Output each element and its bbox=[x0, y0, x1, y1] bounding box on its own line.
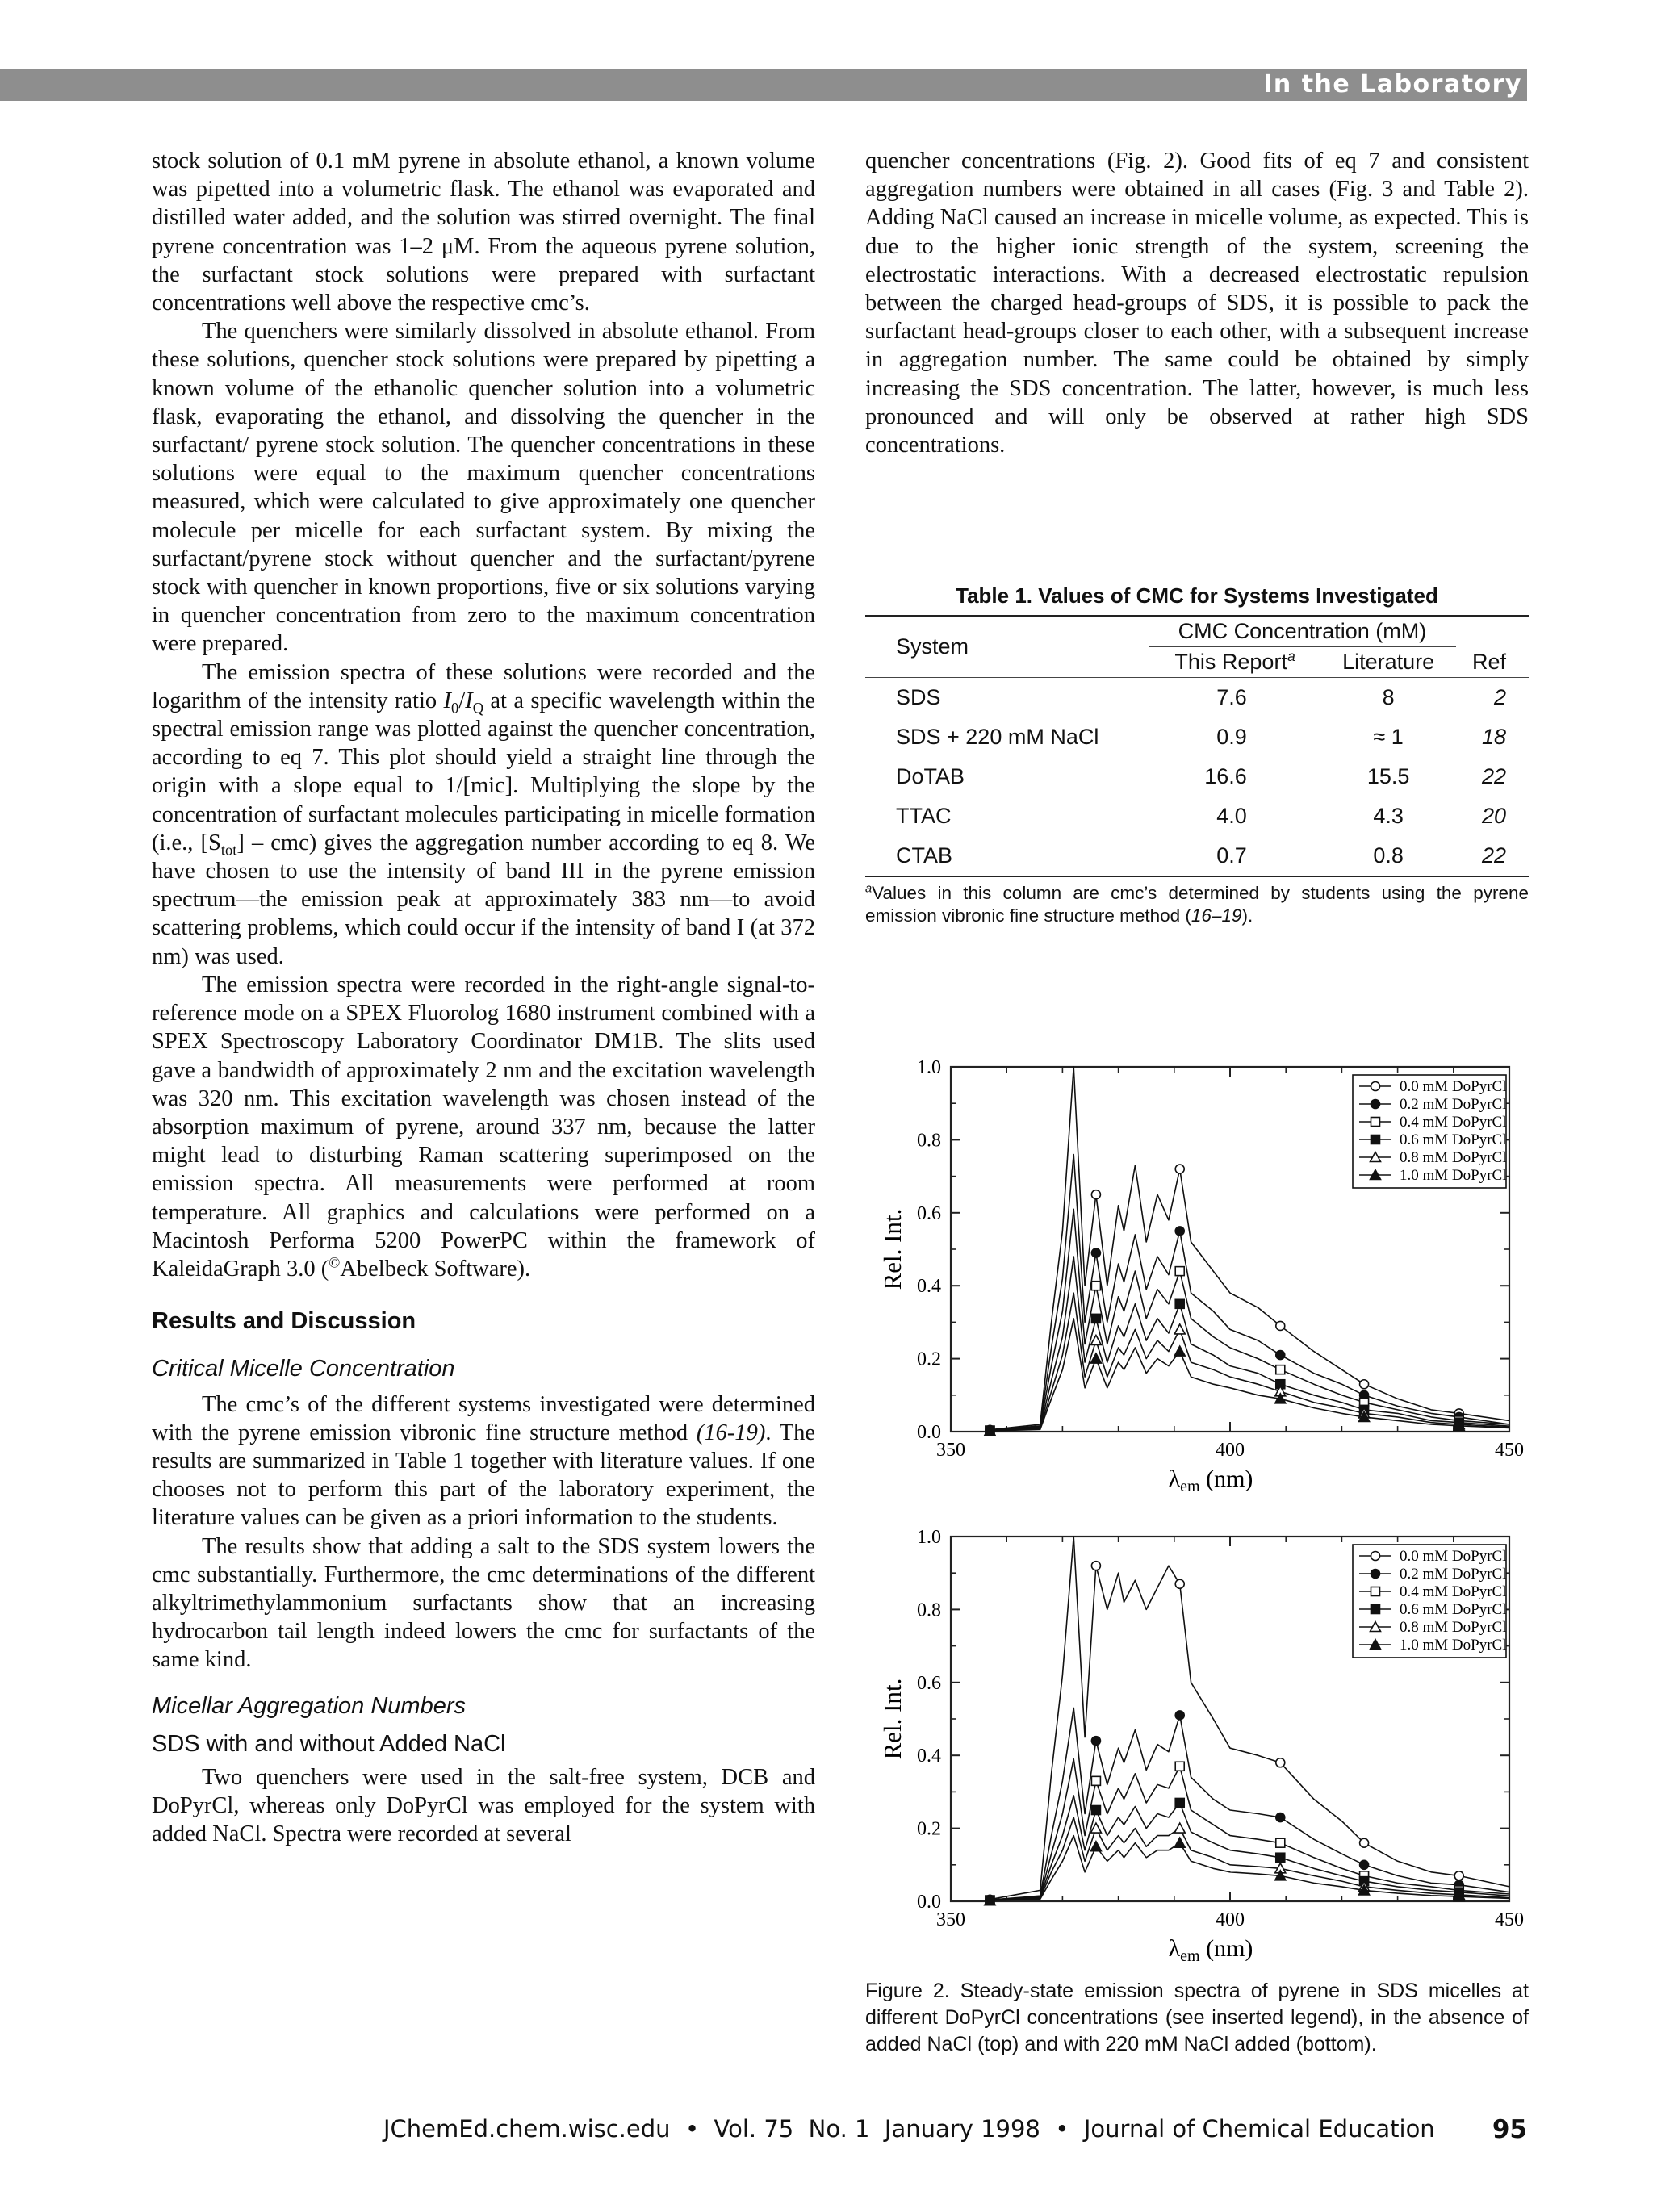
legend-marker bbox=[1371, 1570, 1380, 1579]
table-header-ref: Ref bbox=[1471, 649, 1506, 674]
results-heading: Results and Discussion bbox=[152, 1308, 416, 1335]
table-header-system: System bbox=[896, 634, 969, 659]
table-cell-this: 0.7 bbox=[1216, 843, 1247, 868]
table-cell-ref: 22 bbox=[1481, 843, 1506, 868]
data-point bbox=[1091, 1776, 1100, 1785]
table-header-group: CMC Concentration (mM) bbox=[1149, 616, 1455, 647]
legend-label: 0.2 mM DoPyrCl bbox=[1400, 1096, 1507, 1113]
y-tick-label: 0.0 bbox=[917, 1422, 941, 1443]
data-point bbox=[1175, 1579, 1184, 1588]
data-point bbox=[1090, 1336, 1101, 1345]
legend-label: 0.8 mM DoPyrCl bbox=[1400, 1149, 1507, 1166]
y-tick-label: 0.2 bbox=[917, 1349, 941, 1370]
y-axis-label: Rel. Int. bbox=[878, 1678, 906, 1760]
right-column bbox=[865, 147, 1529, 459]
data-point bbox=[1175, 1165, 1184, 1173]
table-cell-ref: 20 bbox=[1481, 804, 1506, 828]
figure-2-top-chart bbox=[865, 1056, 1529, 1491]
data-point bbox=[1360, 1380, 1369, 1389]
page-number: 95 bbox=[1492, 2115, 1527, 2144]
legend-marker bbox=[1371, 1135, 1380, 1144]
legend-label: 1.0 mM DoPyrCl bbox=[1400, 1167, 1507, 1184]
legend-marker bbox=[1371, 1605, 1380, 1614]
table-cell-this: 7.6 bbox=[1216, 685, 1247, 709]
sds-heading: SDS with and without Added NaCl bbox=[152, 1730, 506, 1757]
data-point bbox=[1175, 1267, 1184, 1276]
data-point bbox=[1091, 1806, 1100, 1815]
y-tick-label: 0.4 bbox=[917, 1276, 941, 1298]
y-tick-label: 0.2 bbox=[917, 1818, 941, 1840]
data-point bbox=[1174, 1346, 1185, 1356]
table-cell-lit: ≈ 1 bbox=[1373, 725, 1404, 749]
section-title: In the Laboratory bbox=[1263, 70, 1522, 98]
series-line bbox=[990, 1708, 1509, 1900]
legend-label: 1.0 mM DoPyrCl bbox=[1400, 1637, 1507, 1654]
data-point bbox=[1276, 1351, 1285, 1360]
legend-label: 0.0 mM DoPyrCl bbox=[1400, 1548, 1507, 1565]
data-point bbox=[1276, 1758, 1285, 1767]
x-tick-label: 400 bbox=[1216, 1440, 1245, 1461]
paragraph: quencher concentrations (Fig. 2). Good fits of eq 7 and consistent aggregation numbers were obtained in all cases (Fig. 3 and Table 2). Adding NaCl caused an increase in micelle volume, as expected. This is due to the higher ionic strength of the system, screening the electrostatic interactions. With a decreased electrostatic repulsion between the charged head-groups of SDS, it is possible to pack the surfactant head-groups closer to each other, with a subsequent increase in aggregation number. The same could be obtained by simply increasing the SDS concentration. The latter, however, is much less pronounced and will only be observed at rather high SDS concentrations. bbox=[865, 148, 1529, 458]
table-cell-system: DoTAB bbox=[896, 764, 965, 788]
x-tick-label: 350 bbox=[936, 1909, 965, 1930]
data-point bbox=[1276, 1365, 1285, 1374]
y-tick-label: 0.6 bbox=[917, 1202, 941, 1224]
table-cell-this: 0.9 bbox=[1216, 725, 1247, 749]
legend-label: 0.6 mM DoPyrCl bbox=[1400, 1601, 1507, 1618]
data-point bbox=[1276, 1838, 1285, 1847]
series-line bbox=[990, 1155, 1509, 1431]
data-point bbox=[1091, 1737, 1100, 1746]
table-cell-system: CTAB bbox=[896, 843, 953, 868]
table-cell-lit: 15.5 bbox=[1366, 764, 1410, 788]
table-cell-lit: 8 bbox=[1382, 685, 1395, 709]
table-row bbox=[865, 757, 1529, 797]
x-tick-label: 450 bbox=[1495, 1909, 1524, 1930]
y-tick-label: 1.0 bbox=[917, 1057, 941, 1078]
legend-label: 0.4 mM DoPyrCl bbox=[1400, 1114, 1507, 1131]
paragraph: The cmc’s of the different systems investigated were determined with the pyrene emission vibronic fine structure method (16-19). The results are summarized in Table 1 together with literature values. If one chooses not to perform this part of the laboratory experiment, the literature values can be given as a priori information to the students. bbox=[152, 1391, 815, 1531]
legend-marker bbox=[1371, 1082, 1380, 1091]
data-point bbox=[1090, 1353, 1101, 1363]
table-title: Table 1. Values of CMC for Systems Investigated bbox=[956, 583, 1438, 608]
data-point bbox=[1454, 1871, 1463, 1880]
journal-line: JChemEd.chem.wisc.edu • Vol. 75 No. 1 January 1998 • Journal of Chemical Education bbox=[383, 2115, 1435, 2143]
data-point bbox=[1276, 1853, 1285, 1862]
series-line bbox=[990, 1759, 1509, 1900]
data-point bbox=[1174, 1838, 1185, 1847]
data-point bbox=[1360, 1838, 1369, 1847]
table-footnote: $^a$Values in this column are cmc’s determined by students using the pyrene emission vibronic fine structure method (16–19). bbox=[865, 882, 1529, 926]
table-cell-this: 16.6 bbox=[1204, 764, 1247, 788]
legend-marker bbox=[1371, 1118, 1380, 1127]
data-point bbox=[1276, 1813, 1285, 1822]
data-point bbox=[1175, 1711, 1184, 1720]
cmc-heading: Critical Micelle Concentration bbox=[152, 1356, 455, 1382]
left-column bbox=[152, 147, 815, 1849]
figure-caption: Figure 2. Steady-state emission spectra of pyrene in SDS micelles at different DoPyrCl concentrations (see inserted legend), in the absence of added NaCl (top) and with 220 mM NaCl added (bottom). bbox=[865, 1980, 1529, 2055]
legend-label: 0.2 mM DoPyrCl bbox=[1400, 1566, 1507, 1583]
table-row bbox=[865, 836, 1529, 876]
table-cell-system: SDS bbox=[896, 685, 941, 709]
figure-2-bottom-chart bbox=[865, 1525, 1529, 1961]
legend-marker bbox=[1371, 1587, 1380, 1596]
table-header-literature: Literature bbox=[1342, 650, 1435, 674]
paragraph: The quenchers were similarly dissolved in absolute ethanol. From these solutions, quencher stock solutions were prepared by pipetting a known volume of the ethanolic quencher solution into a volumetric flask, evaporating the ethanol, and dissolving the quencher in the surfactant/ pyrene stock solution. The quencher concentrations in these solutions were equal to the maximum quencher concentrations measured, which were calculated to give approximately one quencher molecule per micelle for each surfactant system. By mixing the surfactant/pyrene stock without quencher and the surfactant/pyrene stock with quencher in known proportions, five or six solutions varying in quencher concentration from zero to the maximum concentration were prepared. bbox=[152, 319, 815, 657]
y-tick-label: 0.8 bbox=[917, 1130, 941, 1152]
data-point bbox=[1174, 1324, 1185, 1334]
data-point bbox=[1091, 1248, 1100, 1257]
y-tick-label: 0.6 bbox=[917, 1672, 941, 1694]
table-cell-ref: 18 bbox=[1481, 725, 1506, 749]
data-point bbox=[1090, 1842, 1101, 1851]
paragraph: The emission spectra were recorded in the right-angle signal-to-reference mode on a SPEX Fluorolog 1680 instrument combined with a SPEX Spectroscopy Laboratory Coordinator DM1B. The slits used gave a bandwidth of approximately 2 nm and the excitation wavelength was 320 nm. This excitation wavelength was chosen instead of the absorption maximum of pyrene, around 337 nm, because the latter might lead to disturbing Raman scattering superimposed on the emission spectra. All measurements were performed at room temperature. All graphics and calculations were performed on a Macintosh Performa 5200 PowerPC within the framework of KaleidaGraph 3.0 (©Abelbeck Software). bbox=[152, 972, 815, 1282]
data-point bbox=[1175, 1299, 1184, 1308]
data-point bbox=[1091, 1562, 1100, 1570]
data-point bbox=[1091, 1190, 1100, 1199]
table-cell-ref: 2 bbox=[1493, 685, 1506, 709]
page-footer bbox=[0, 2115, 1527, 2147]
x-tick-label: 400 bbox=[1216, 1909, 1245, 1930]
x-axis-label: $\lambda_{em}$ (nm) bbox=[1168, 1466, 1253, 1491]
data-point bbox=[1091, 1282, 1100, 1290]
data-point bbox=[1175, 1762, 1184, 1771]
table-cell-system: SDS + 220 mM NaCl bbox=[896, 725, 1099, 749]
y-tick-label: 0.4 bbox=[917, 1746, 941, 1767]
table-row bbox=[865, 797, 1529, 836]
series-line bbox=[990, 1817, 1509, 1900]
y-tick-label: 0.8 bbox=[917, 1599, 941, 1621]
paragraph: The emission spectra of these solutions were recorded and the logarithm of the intensity ratio $I_0/I_Q$ at a specific wavelength within the spectral emission range was plotted against the quencher concentration, according to eq 7. This plot should yield a straight line through the origin with a slope equal to 1/[mic]. Multiplying the slope by the concentration of surfactant molecules participating in micelle formation (i.e., $[S_{tot}] - cmc$) gives the aggregation number according to eq 8. We have chosen to use the intensity of band III in the pyrene emission spectrum—the emission peak at approximately 383 nm—to avoid scattering problems, which could occur if the intensity of band I (at 372 nm) was used. bbox=[152, 659, 815, 969]
data-point bbox=[1174, 1823, 1185, 1833]
section-header-bar bbox=[0, 69, 1527, 101]
table-row bbox=[865, 678, 1529, 718]
table-header-this-report: This Report$^a$ bbox=[1174, 648, 1295, 674]
table-cell-lit: 4.3 bbox=[1373, 804, 1404, 828]
data-point bbox=[1175, 1798, 1184, 1807]
paragraph: The results show that adding a salt to the SDS system lowers the cmc substantially. Furthermore, the cmc determinations of the different alkyltrimethylammonium surfactants show that an increasing hydrocarbon tail length indeed lowers the cmc for surfactants of the same kind. bbox=[152, 1533, 815, 1673]
data-point bbox=[1091, 1314, 1100, 1323]
table-1 bbox=[865, 583, 1529, 927]
aggregation-heading: Micellar Aggregation Numbers bbox=[152, 1692, 466, 1719]
paragraph: stock solution of 0.1 mM pyrene in absolute ethanol, a known volume was pipetted into a volumetric flask. The ethanol was evaporated and distilled water added, and the solution was stirred overnight. The final pyrene concentration was 1–2 μM. From the aqueous pyrene solution, the surfactant stock solutions were prepared with surfactant concentrations well above the respective cmc’s. bbox=[152, 148, 815, 316]
table-cell-this: 4.0 bbox=[1216, 804, 1247, 828]
y-axis-label: Rel. Int. bbox=[878, 1208, 906, 1290]
cmc-table bbox=[865, 615, 1529, 877]
data-point bbox=[1360, 1860, 1369, 1869]
x-tick-label: 350 bbox=[936, 1440, 965, 1461]
table-cell-lit: 0.8 bbox=[1373, 843, 1404, 868]
paragraph: Two quenchers were used in the salt-free system, DCB and DoPyrCl, whereas only DoPyrCl was employed for the system with added NaCl. Spectra were recorded at several bbox=[152, 1764, 815, 1847]
table-cell-system: TTAC bbox=[896, 804, 952, 828]
legend-marker bbox=[1371, 1100, 1380, 1109]
legend-label: 0.4 mM DoPyrCl bbox=[1400, 1583, 1507, 1600]
x-tick-label: 450 bbox=[1495, 1440, 1524, 1461]
y-tick-label: 0.0 bbox=[917, 1892, 941, 1913]
data-point bbox=[1175, 1227, 1184, 1236]
legend-label: 0.6 mM DoPyrCl bbox=[1400, 1131, 1507, 1148]
x-axis-label: $\lambda_{em}$ (nm) bbox=[1168, 1935, 1253, 1961]
legend-label: 0.0 mM DoPyrCl bbox=[1400, 1078, 1507, 1095]
y-tick-label: 1.0 bbox=[917, 1527, 941, 1548]
table-row bbox=[865, 717, 1529, 757]
legend-marker bbox=[1371, 1552, 1380, 1561]
table-cell-ref: 22 bbox=[1481, 764, 1506, 788]
series-line bbox=[990, 1209, 1509, 1430]
data-point bbox=[1276, 1321, 1285, 1330]
legend-label: 0.8 mM DoPyrCl bbox=[1400, 1619, 1507, 1636]
